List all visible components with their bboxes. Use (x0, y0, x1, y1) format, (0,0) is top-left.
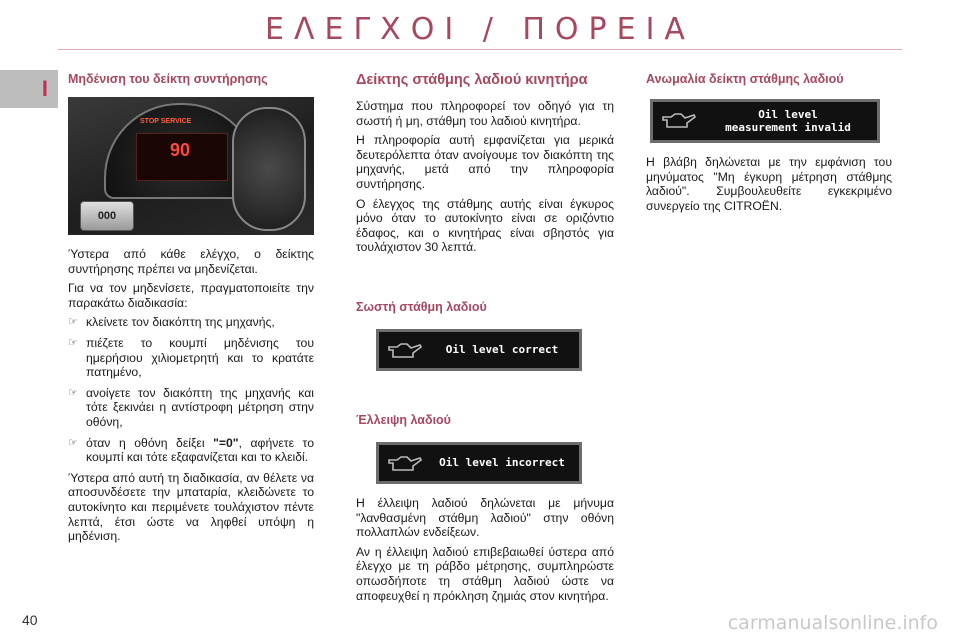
heading-oil-low: Έλλειψη λαδιού (356, 412, 451, 427)
heading-oil-level: Δείκτης στάθμης λαδιού κινητήρα (356, 72, 588, 88)
trip-reset-button: 000 (80, 201, 134, 231)
pointing-hand-icon: ☞ (68, 336, 78, 349)
oil-incorrect-screen (376, 442, 582, 484)
section-tab-label: I (41, 76, 48, 101)
title-divider (58, 49, 902, 50)
oil-can-icon (387, 452, 423, 474)
pointing-hand-icon: ☞ (68, 436, 78, 449)
pointing-hand-icon: ☞ (68, 316, 78, 329)
reset-procedure-lead: Για να τον μηδενίσετε, πραγματοποιείτε την παρακάτω διαδικασία: (68, 281, 314, 310)
oil-invalid-line1: Oil level (758, 108, 818, 121)
instrument-cluster-photo (68, 97, 314, 235)
oil-can-icon (387, 339, 423, 361)
oil-low-info: Η έλλειψη λαδιού δηλώνεται με μήνυμα "λανθασμένη στάθμη λαδιού" στην οθόνη πολλαπλών ενδείξεων. (356, 495, 614, 540)
column-reset-service (68, 72, 314, 549)
reset-steps (68, 315, 314, 464)
heading-oil-correct: Σωστή στάθμη λαδιού (356, 299, 487, 314)
pointing-hand-icon: ☞ (68, 386, 78, 399)
oil-invalid-screen (650, 99, 880, 143)
list-item: ☞ ανοίγετε τον διακόπτη της μηχανής και τότε ξεκινάει η αντίστροφη μέτρηση στην οθόνη, (68, 385, 314, 429)
zero-value: "=0" (213, 435, 239, 450)
stop-service-text: STOP SERVICE (140, 118, 192, 125)
page-title: ΕΛΕΓΧΟΙ / ΠΟΡΕΙΑ (265, 12, 695, 47)
list-item: ☞ κλείνετε τον διακόπτη της μηχανής, (68, 315, 275, 330)
speed-readout: 90 (170, 140, 191, 160)
section-tab (0, 70, 58, 108)
oil-validity-info: Ο έλεγχος της στάθμης αυτής είναι έγκυρος μόνο όταν το αυτοκίνητο είναι σε οριζόντιο έδαφος, και ο κινητήρας είναι σβηστός για τουλάχιστον 30 λεπτά. (356, 196, 614, 255)
reset-intro: Ύστερα από κάθε ελέγχο, ο δείκτης συντήρησης πρέπει να μηδενίζεται. (68, 247, 314, 276)
page-number: 40 (22, 612, 38, 628)
oil-invalid-line2: measurement invalid (725, 121, 851, 134)
heading-reset-service: Μηδένιση του δείκτη συντήρησης (68, 72, 268, 86)
list-item: ☞ πιέζετε το κουμπί μηδένισης του ημερήσιου χιλιομετρητή και το κρατάτε πατημένο, (68, 335, 314, 380)
oil-can-icon (661, 109, 697, 131)
oil-incorrect-message: Oil level incorrect (439, 456, 565, 470)
reset-battery-note: Ύστερα από αυτή τη διαδικασία, αν θέλετε να αποσυνδέσετε την μπαταρία, κλειδώνετε το αυτοκίνητο και περιμένετε τουλάχιστον πέντε λεπτά, έτσι ώστε να ληφθεί υπόψη η μηδένιση. (68, 470, 314, 544)
watermark: carmanualsonline.info (727, 612, 938, 634)
oil-intro: Σύστημα που πληροφορεί τον οδηγό για τη σωστή ή μη, στάθμη του λαδιού κινητήρα. (356, 99, 614, 128)
heading-oil-fault: Ανωμαλία δείκτη στάθμης λαδιού (646, 72, 844, 86)
column-oil-fault (646, 72, 892, 218)
oil-fault-info: Η βλάβη δηλώνεται με την εμφάνιση του μηνύματος "Μη έγκυρη μέτρηση στάθμης λαδιού". Συμβουλευθείτε εγκεκριμένο συνεργείο της CITROËN. (646, 155, 892, 213)
rev-counter-dial (232, 107, 306, 231)
oil-low-action: Αν η έλλειψη λαδιού επιβεβαιωθεί ύστερα από έλεγχο με τη ράβδο μέτρησης, συμπληρώστε οπωσδήποτε τη στάθμη λαδιού ώστε να αποφευχθεί η πρόκληση ζημιάς στον κινητήρα. (356, 544, 614, 603)
list-item: ☞ όταν η οθόνη δείξει "=0", αφήνετε το κουμπί και τότε εξαφανίζεται και το κλειδί. (68, 435, 314, 465)
column-oil-level (356, 72, 614, 608)
oil-display-info: Η πληροφορία αυτή εμφανίζεται για μερικά δευτερόλεπτα όταν ανοίγουμε τον διακόπτη της μηχανής, μετά από την πληροφορία συντήρησης. (356, 133, 614, 191)
oil-correct-screen (376, 329, 582, 371)
oil-correct-message: Oil level correct (445, 343, 559, 357)
